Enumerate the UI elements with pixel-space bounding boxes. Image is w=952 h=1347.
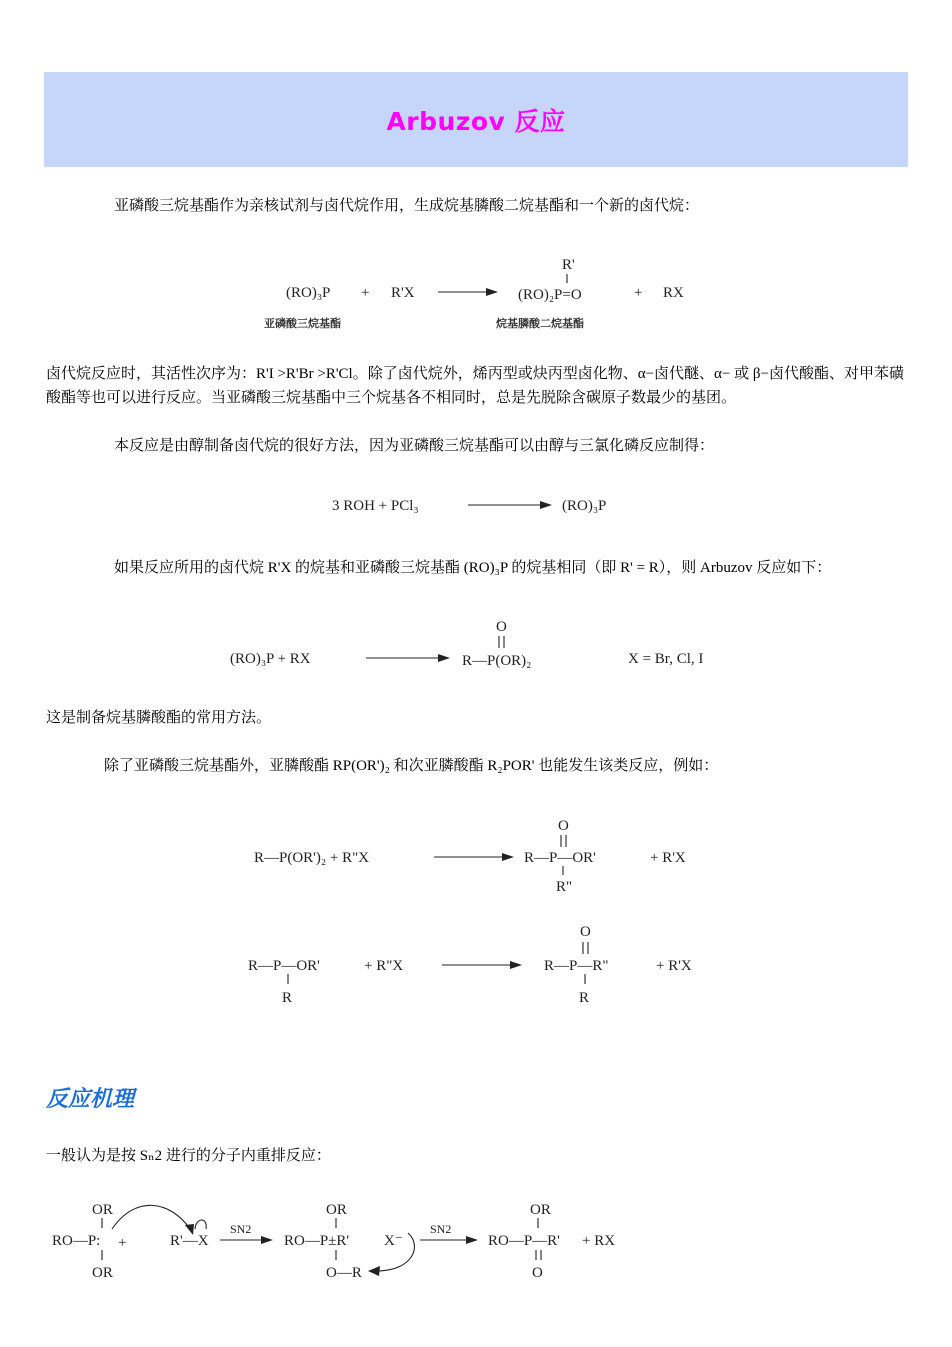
eq5-bottom: R [579,990,590,1006]
eq1-caption-right: 烷基膦酸二烷基酯 [496,317,584,330]
mech-prod-rest: + RX [582,1233,616,1249]
mech-ro-p: RO—P: [52,1233,101,1249]
eq3-left: (RO)₃P + RX [230,651,311,667]
eq5-reagent: + R"X [364,958,404,974]
mech-x-minus: X⁻ [384,1233,403,1249]
eq3-top: O [496,619,507,635]
title-banner [44,72,908,167]
mech-sn2-1: SN2 [230,1222,252,1236]
eq1-reactant1: (RO)₃P [286,285,331,301]
alcohol-paragraph: 本反应是由醇制备卤代烷的很好方法，因为亚磷酸三烷基酯可以由醇与三氯化磷反应制得： [114,438,715,454]
eq4-right: + R'X [650,850,686,866]
equation-phosphonite [252,815,722,895]
eq1-plus2: + [634,285,643,301]
mech-or-bottom: OR [92,1265,113,1281]
mech-plus: + [118,1235,127,1251]
eq1-product-top: R' [562,257,575,273]
eq4-product: R—P—OR' [524,850,596,866]
mech-int-bottom: O—R [326,1265,362,1281]
eq4-bottom: R" [556,879,573,895]
mech-or-top: OR [92,1202,113,1218]
mech-prod-mid: RO—P—R' [488,1233,560,1249]
eq1-reactant2: R'X [391,285,415,301]
mech-prod-top: OR [530,1202,551,1218]
equation-arbuzov-general [258,252,708,337]
equation-phosphinite [246,920,716,1010]
eq1-plus: + [361,285,370,301]
eq1-product2: RX [663,285,684,301]
reactivity-paragraph: 卤代烷反应时，其活性次序为：R'I >R'Br >R'Cl。除了卤代烷外，烯丙型或炔丙型卤化物、α−卤代醚、α− 或 β−卤代酸酯、对甲苯磺酸酯等也可以进行反应。当亚磷酸三烷基酯中三个烷基各不相同时，总是先脱除含碳原子数最少的基团。 [46,366,904,406]
mech-int-top: OR [326,1202,347,1218]
equation-same-alkyl [228,616,738,676]
mechanism-paragraph: 一般认为是按 Sₙ2 进行的分子内重排反应： [46,1148,331,1164]
eq5-right: + R'X [656,958,692,974]
eq5-left: R—P—OR' [248,958,320,974]
eq5-product: R—P—R" [544,958,609,974]
eq4-top: O [558,818,569,834]
eq3-note: X = Br, Cl, I [628,651,704,667]
mech-curved-arrow-1 [112,1205,190,1229]
equation-phosphite-synthesis [330,490,630,520]
page-title: Arbuzov 反应 [386,106,566,136]
intro-paragraph: 亚磷酸三烷基酯作为亲核试剂与卤代烷作用，生成烷基膦酸二烷基酯和一个新的卤代烷： [114,198,700,214]
other-esters-paragraph: 除了亚磷酸三烷基酯外，亚膦酸酯 RP(OR')₂ 和次亚膦酸酯 R₂POR' 也能发生该类反应，例如： [104,758,719,774]
eq3-product: R—P(OR)₂ [462,653,532,669]
eq5-left-bottom: R [282,990,293,1006]
common-method-paragraph: 这是制备烷基膦酸酯的常用方法。 [46,710,272,726]
mech-int-mid: RO—P±R' [284,1233,350,1249]
eq1-caption-left: 亚磷酸三烷基酯 [264,317,341,330]
mech-curved-arrow-2 [195,1220,206,1229]
section-heading-mechanism: 反应机理 [46,1086,135,1112]
mech-prod-bottom: O [532,1265,543,1281]
eq1-product: (RO)₂P=O [518,287,582,303]
eq5-top: O [580,924,591,940]
mechanism-scheme [50,1195,670,1285]
eq2-right: (RO)₃P [562,498,607,514]
mech-rx: R'—X [170,1233,209,1249]
eq2-left: 3 ROH + PCl₃ [332,498,419,514]
eq4-left: R—P(OR')₂ + R"X [254,850,370,866]
mech-sn2-2: SN2 [430,1222,452,1236]
same-alkyl-paragraph: 如果反应所用的卤代烷 R'X 的烷基和亚磷酸三烷基酯 (RO)₃P 的烷基相同（即 R' = R），则 Arbuzov 反应如下： [114,560,832,576]
